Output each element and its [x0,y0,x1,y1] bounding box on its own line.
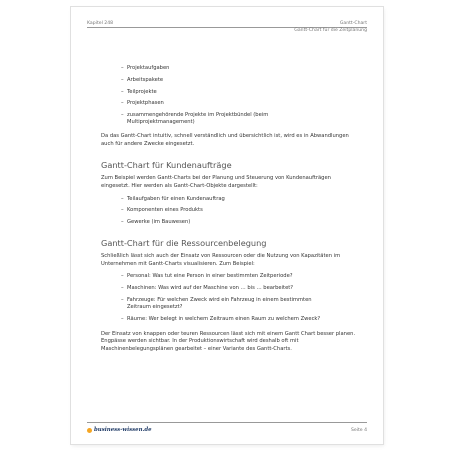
page-number: Seite 4 [350,428,367,433]
list-item: – Personal: Was tut eine Person in einer bestimmten Zeitperiode? [121,273,357,280]
logo-dot-icon [87,428,92,433]
list-item: – Fahrzeuge: Für welchen Zweck wird ein Fahrzeug in einem bestimmten Zeitraum eingesetzt? [121,297,357,311]
footer-logo [87,427,152,433]
header-subtitle: Gantt-Chart für die Zeitplanung [294,28,367,33]
logo-text: business-wissen.de [94,427,152,433]
list-item: – Teilaufgaben für einen Kundenauftrag [121,196,357,203]
list-item: – Komponenten eines Produkts [121,207,357,214]
header-chapter: Kapitel 248 [87,21,114,26]
list-customer-orders [101,196,357,227]
paragraph-intuitive: Da das Gantt-Chart intuitiv, schnell verständlich und übersichtlich ist, wird es in Abwandlungen auch für andere Zwecke eingesetzt. [101,133,349,147]
list-item: – Arbeitspakete [121,77,357,84]
heading-resources: Gantt-Chart für die Ressourcenbelegung [101,238,267,249]
paragraph-customer-orders: Zum Beispiel werden Gantt-Charts bei der Planung und Steuerung von Kundenaufträgen eingesetzt. Hier werden als Gantt-Chart-Objekte dargestellt: [101,175,331,189]
heading-customer-orders: Gantt-Chart für Kundenaufträge [101,160,232,171]
list-item: – Gewerke (im Bauwesen) [121,219,357,226]
list-item: – Projektphasen [121,100,357,107]
list-item: – zusammengehörende Projekte im Projektbündel (beim Multiprojektmanagement) [121,112,357,126]
list-object-types [101,65,357,126]
paragraph-resources: Schließlich lässt sich auch der Einsatz von Ressourcen oder die Nutzung von Kapazitäten im Unternehmen mit Gantt-Charts visualisieren. Zum Beispiel: [101,253,341,267]
document-page [71,7,383,444]
list-item: – Projektaufgaben [121,65,357,72]
list-item: – Maschinen: Was wird auf der Maschine von … bis … bearbeitet? [121,285,357,292]
list-item: – Teilprojekte [121,89,357,96]
footer-rule [87,422,367,423]
page-content [101,65,357,354]
list-resources [101,273,357,322]
header-title: Gantt-Chart [339,21,367,26]
paragraph-resources-outro: Der Einsatz von knappen oder teuren Ressourcen lässt sich mit einem Gantt Chart besser planen. Engpässe werden sichtbar. In der Produktionswirtschaft wird deshalb oft mit Maschinenbelegungsplänen gearbeitet – einer Variante des Gantt-Charts. [101,330,356,352]
list-item: – Räume: Wer belegt in welchem Zeitraum einen Raum zu welchem Zweck? [121,316,357,323]
